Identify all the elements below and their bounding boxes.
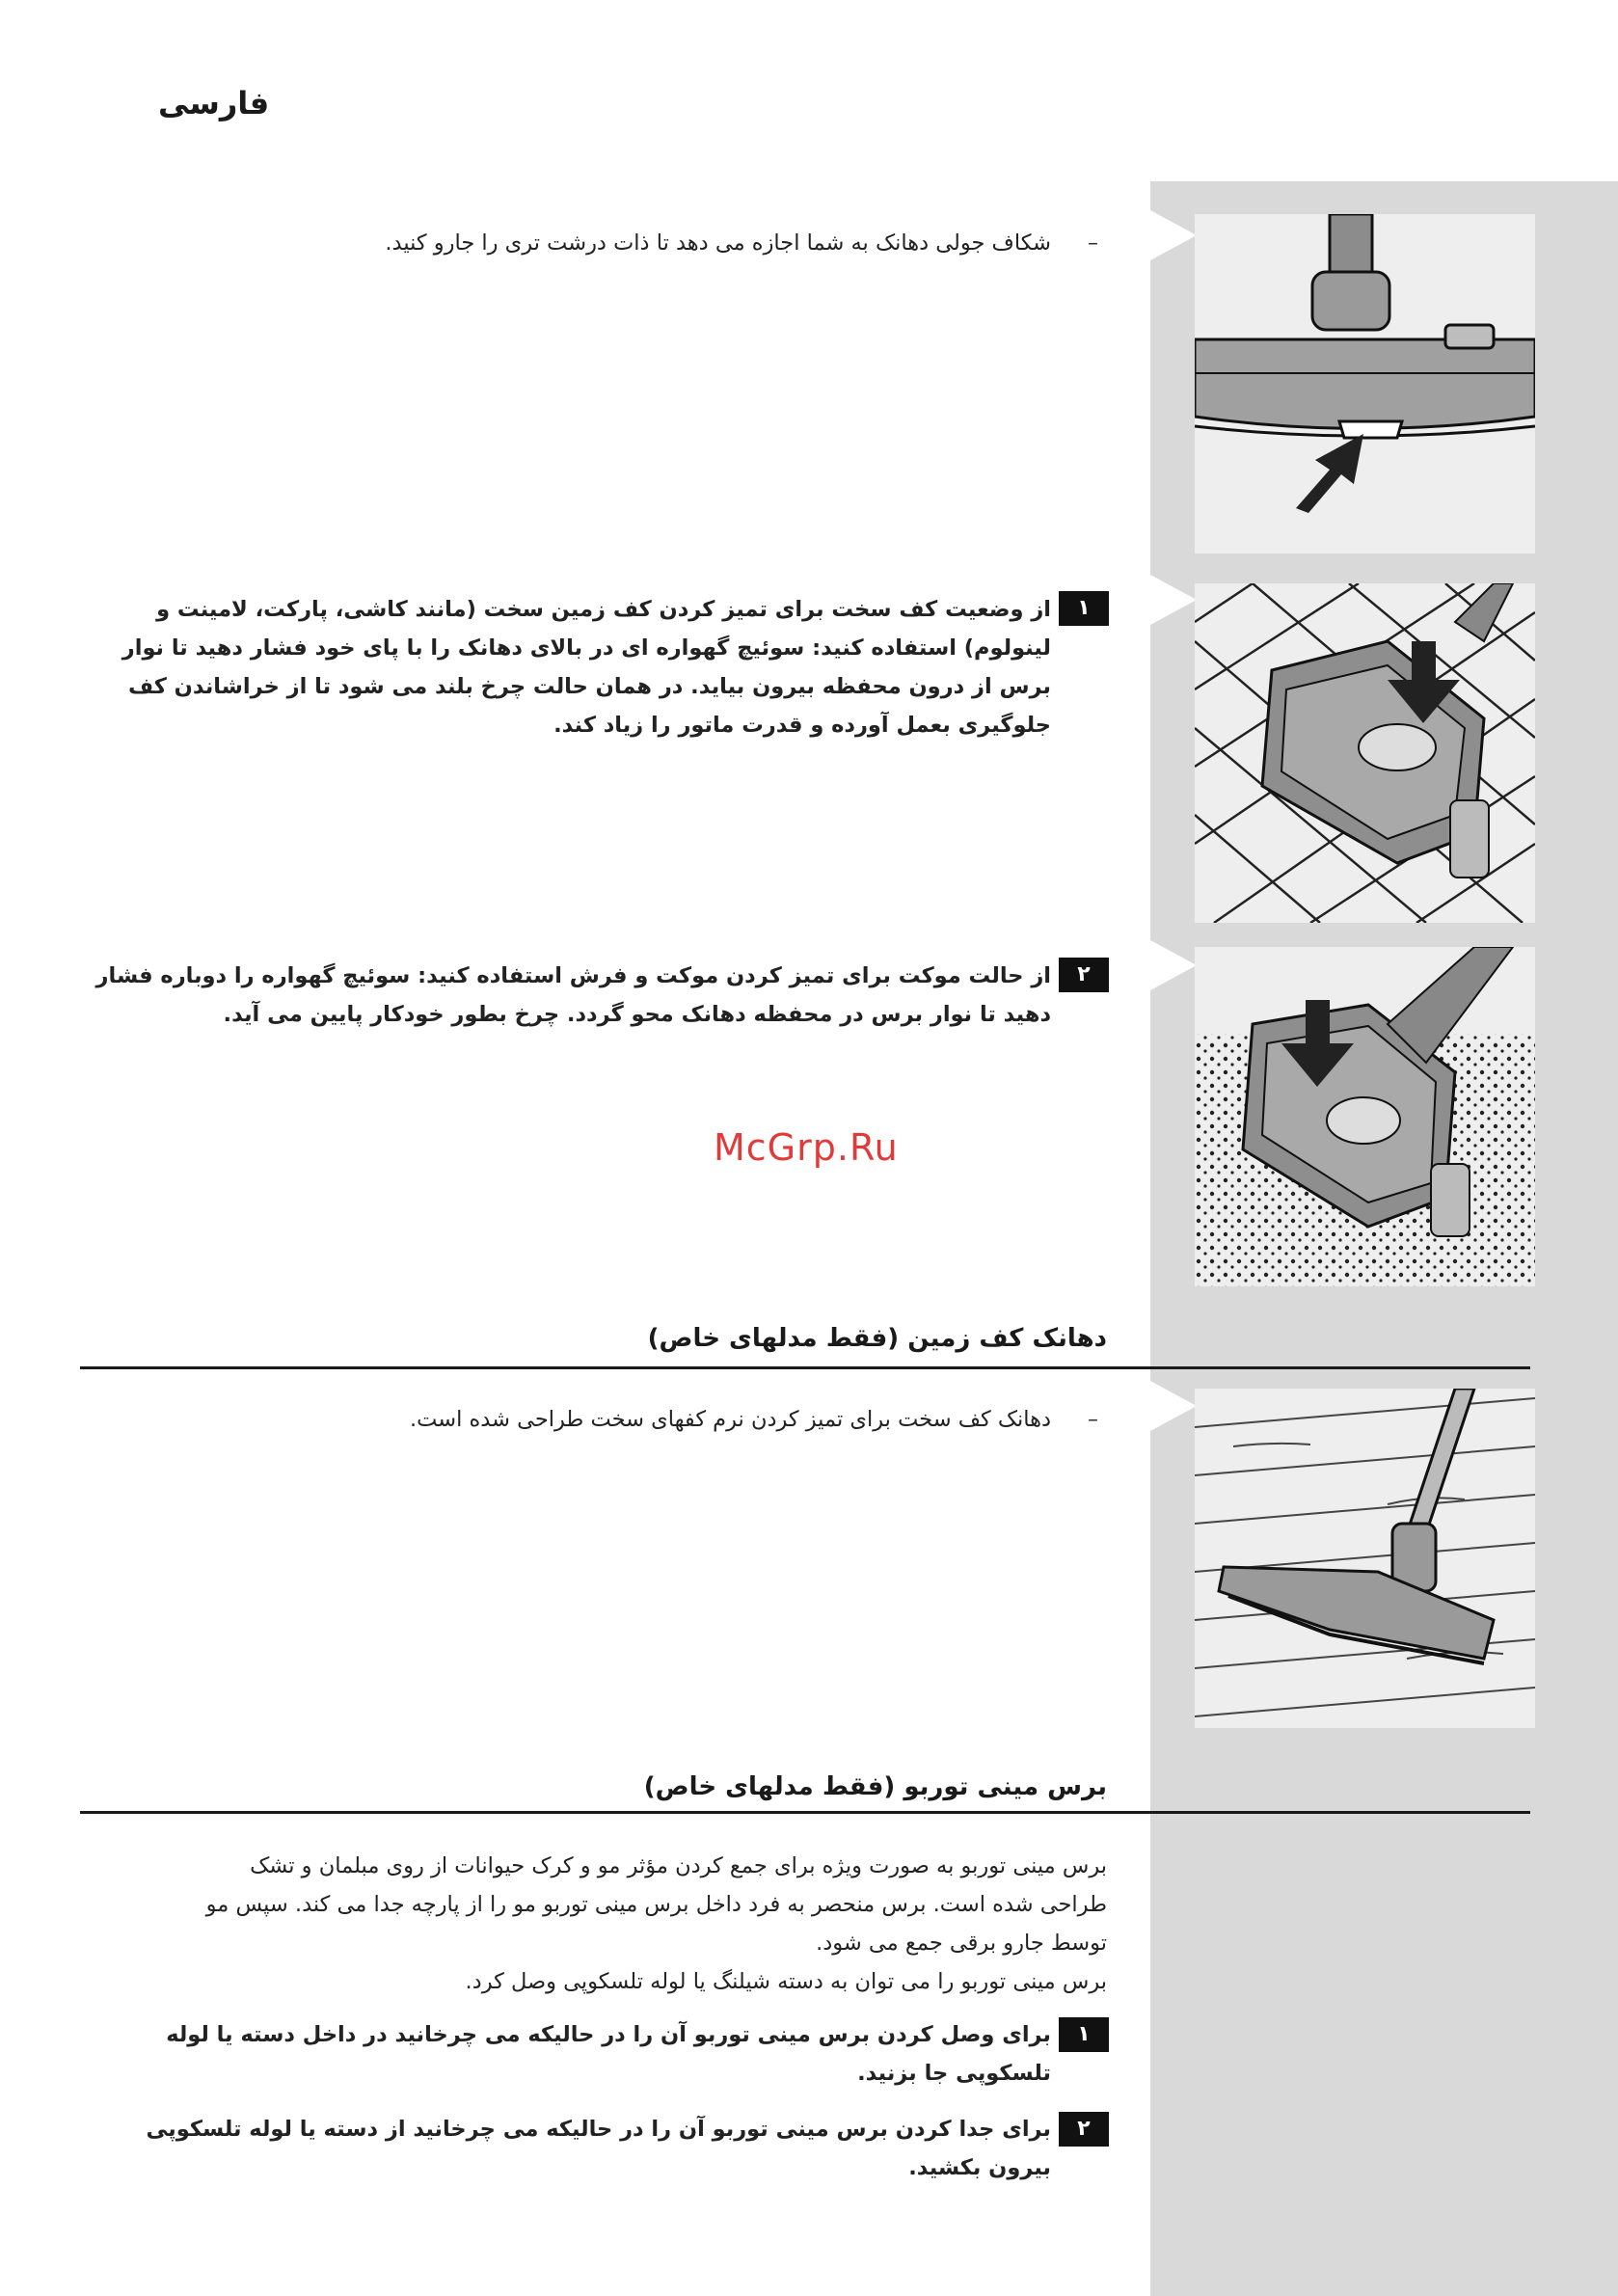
bullet-dash: – [1088, 1408, 1098, 1432]
carpet-switch-icon [1195, 947, 1535, 1286]
step-number-badge: ۲ [1059, 958, 1109, 992]
turbo-brush-paragraph [85, 1847, 1107, 2001]
hard-floor-nozzle-icon [1195, 1389, 1535, 1728]
nozzle-slot-icon [1195, 214, 1535, 554]
sidebar-notch [1150, 940, 1197, 990]
section-heading: دهانک کف زمین (فقط مدلهای خاص) [647, 1324, 1107, 1353]
intro-bullet-text: شکاف جولی دهانک به شما اجازه می دهد تا ذات درشت تری را جارو کنید. [385, 230, 1051, 256]
sidebar-notch [1150, 575, 1197, 625]
section-rule [80, 1811, 1530, 1814]
section-heading: برس مینی توربو (فقط مدلهای خاص) [643, 1772, 1107, 1801]
step-number-badge: ۱ [1059, 2017, 1109, 2052]
step-text: از وضعیت کف سخت برای تمیز کردن کف زمین سخت (مانند کاشی، پارکت، لامینت و لینولوم) استفاده کنید: سوئیچ گهواره ای در بالای دهانک را با پای خود فشار دهید تا نوار برس از درون محفظه بیرون بیاید. در همان حالت چرخ بلند می شود تا از خراشاندن کف جلوگیری بعمل آورده و قدرت ماتور را زیاد کند. [121, 597, 1051, 738]
step-text: برای جدا کردن برس مینی توربو آن را در حالیکه می چرخانید از دسته یا لوله تلسکوپی بیرون بکشید. [146, 2117, 1051, 2180]
sidebar-notch [1150, 1381, 1197, 1431]
section-rule [80, 1366, 1530, 1369]
paragraph-line: برس مینی توربو را می توان به دسته شیلنگ یا لوله تلسکوپی وصل کرد. [465, 1969, 1107, 1994]
watermark: McGrp.Ru [714, 1126, 899, 1169]
bullet-dash: – [1088, 231, 1098, 256]
paragraph-line: برس مینی توربو به صورت ویژه برای جمع کردن مؤثر مو و کرک حیوانات از روی مبلمان و تشک [250, 1853, 1107, 1878]
step-number-badge: ۲ [1059, 2112, 1109, 2147]
step-text: از حالت موکت برای تمیز کردن موکت و فرش استفاده کنید: سوئیچ گهواره را دوباره فشار دهید تا نوار برس در محفظه دهانک محو گردد. چرخ بطور خودکار پایین می آید. [95, 963, 1051, 1027]
paragraph-line: توسط جارو برقی جمع می شود. [816, 1931, 1107, 1956]
step-text: برای وصل کردن برس مینی توربو آن را در حالیکه می چرخانید در داخل دسته یا لوله تلسکوپی جا بزنید. [166, 2022, 1051, 2086]
step-number-badge: ۱ [1059, 591, 1109, 626]
floor-nozzle-bullet-text: دهانک کف سخت برای تمیز کردن نرم کفهای سخت طراحی شده است. [409, 1407, 1051, 1432]
paragraph-line: طراحی شده است. برس منحصر به فرد داخل برس مینی توربو مو را از پارچه جدا می کند. سپس مو [205, 1892, 1107, 1917]
sidebar-notch [1150, 210, 1197, 260]
language-label: فارسی [158, 85, 270, 122]
hard-floor-switch-icon [1195, 583, 1535, 923]
